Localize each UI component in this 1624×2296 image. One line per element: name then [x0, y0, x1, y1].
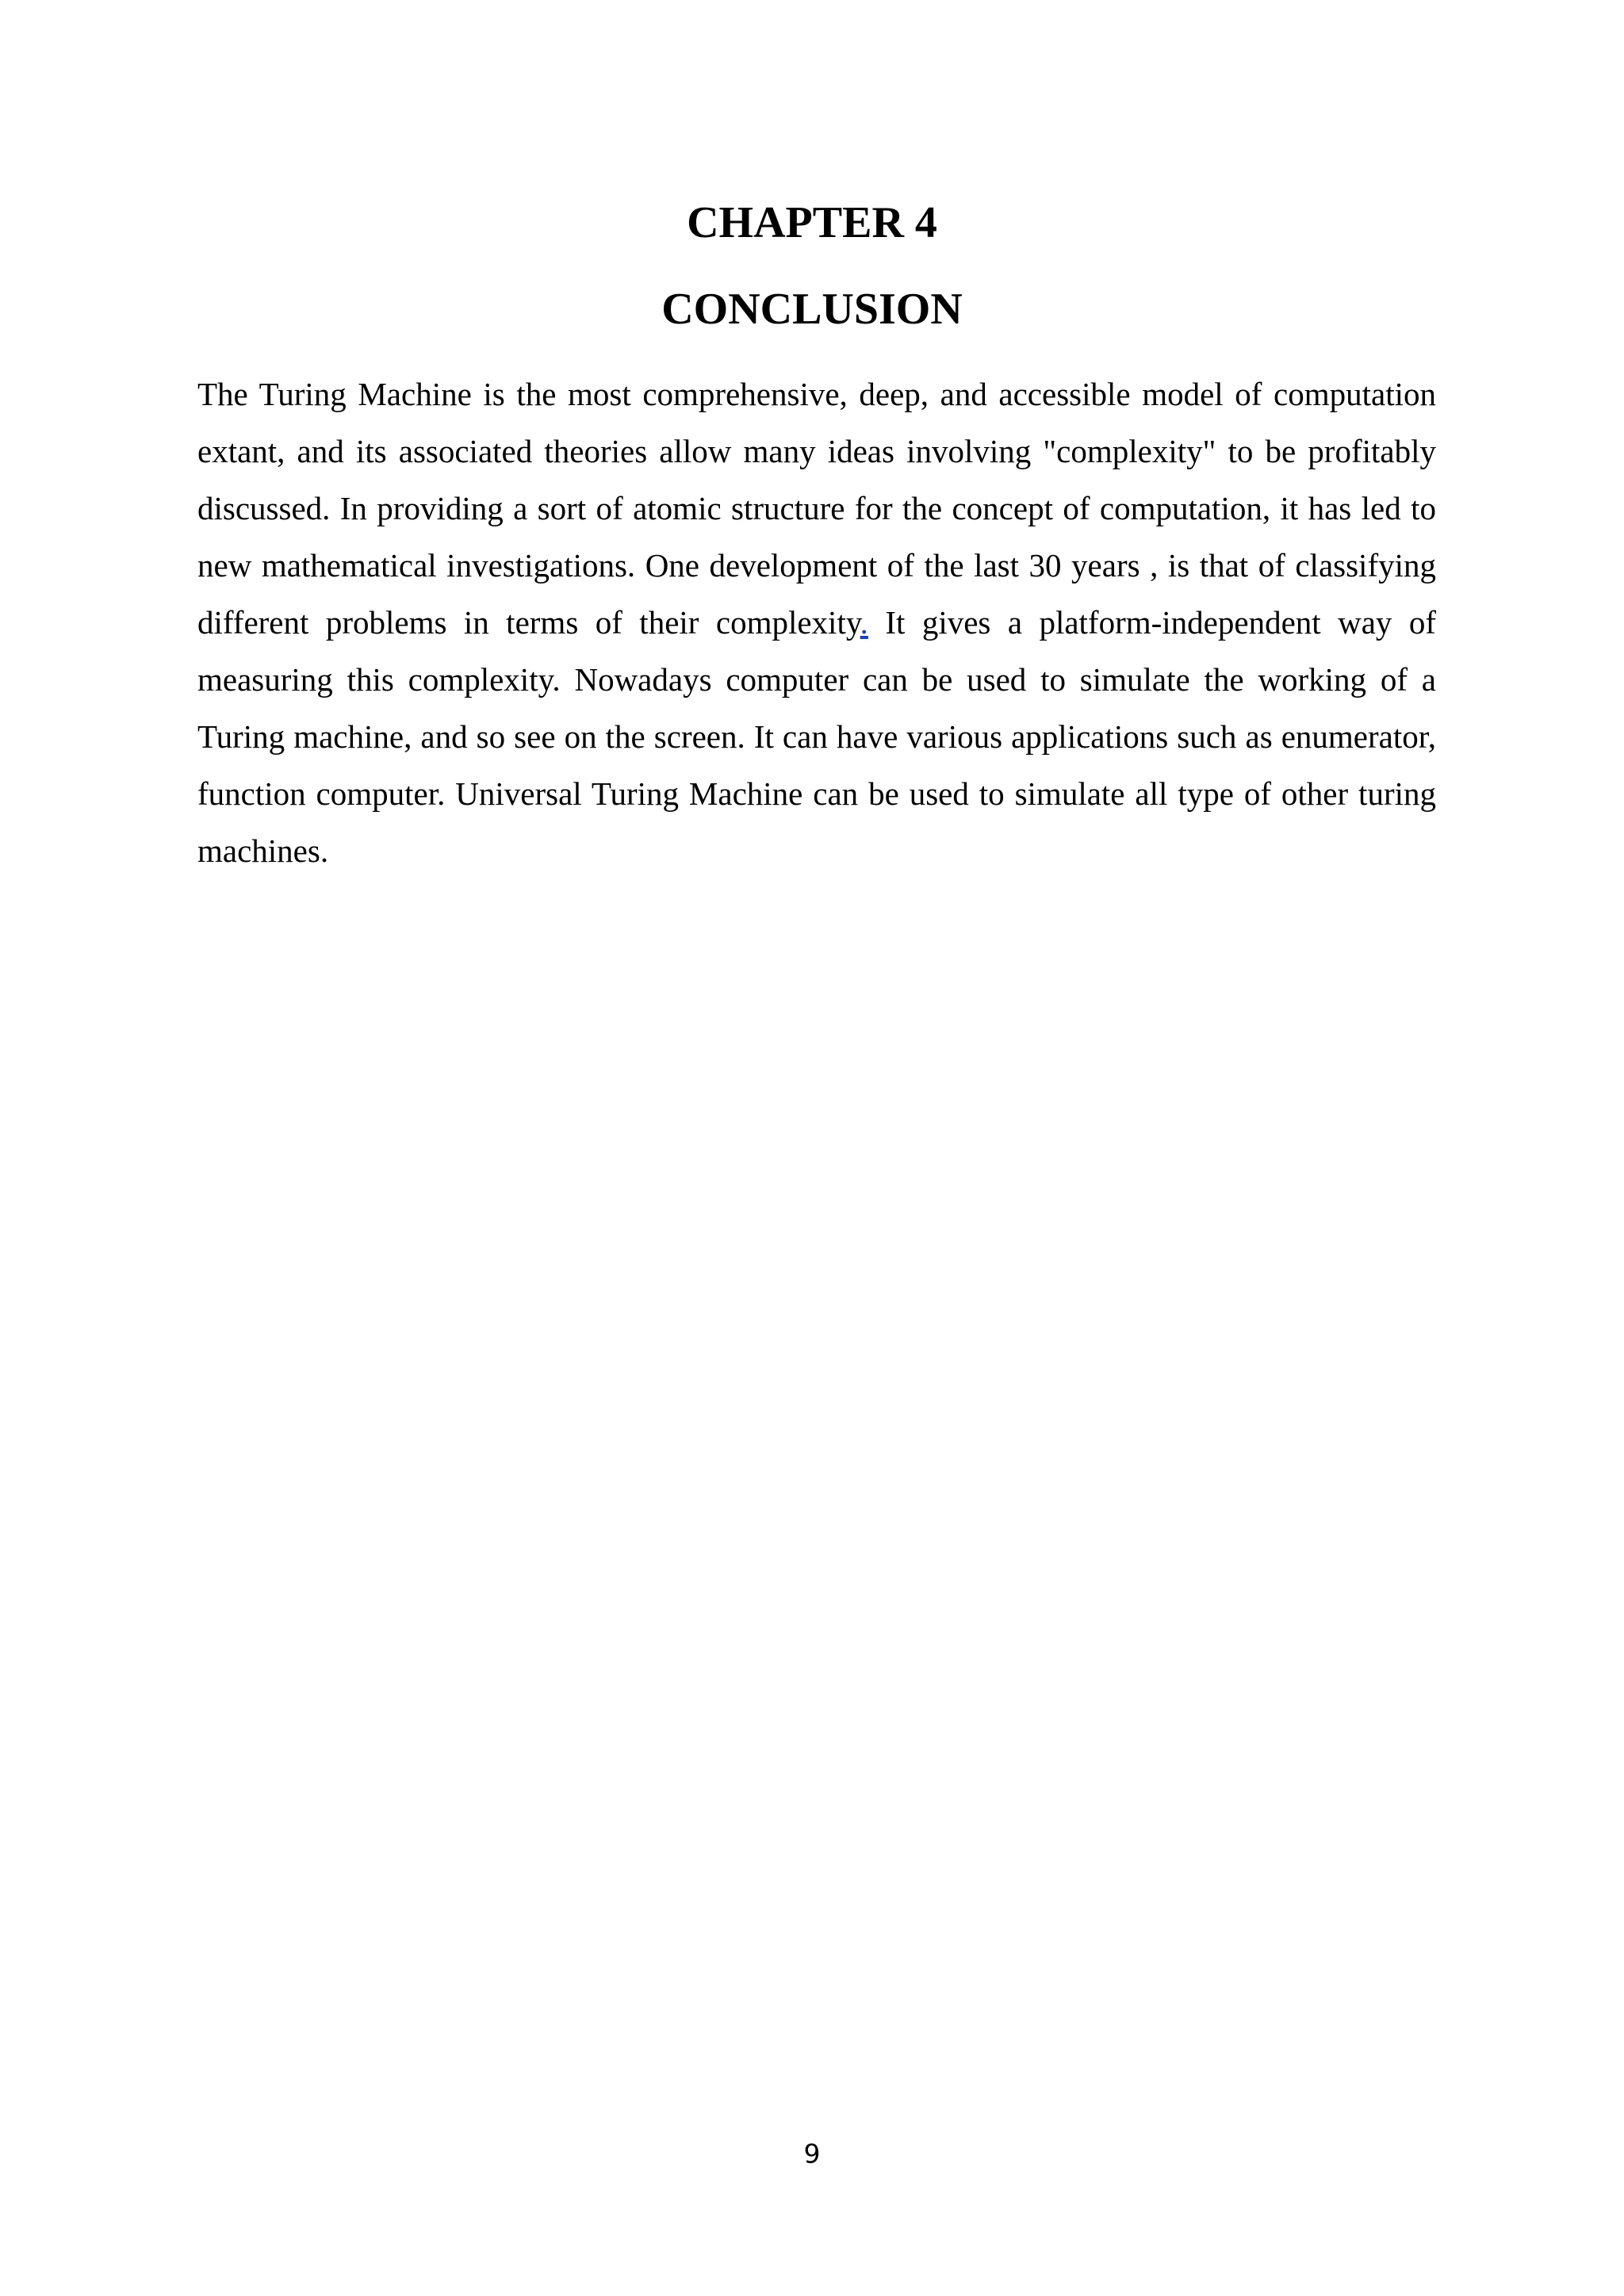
paragraph-text-part-2: It gives a platform-independent way of measuring this complexity. Nowadays computer can be used to simulate the working of a Turing machine, and so see on the screen. It can have various applications such as enumerator, function computer. Universal Turing Machine can be used to simulate all type of other turing machines.	[197, 604, 1436, 869]
chapter-title-heading: CONCLUSION	[661, 285, 963, 334]
chapter-number-heading: CHAPTER 4	[687, 198, 937, 247]
page-number: 9	[803, 2138, 821, 2169]
paragraph-text-part-1: The Turing Machine is the most comprehensive, deep, and accessible model of computation extant, and its associated theories allow many ideas involving "complexity" to be profitably discussed. In providing a sort of atomic structure for the concept of computation, it has led to new mathematical investigations. One development of the last 30 years , is that of classifying different problems in terms of their complexity	[197, 376, 1436, 641]
conclusion-paragraph	[197, 365, 1436, 879]
hyperlink-period[interactable]: .	[860, 604, 868, 641]
